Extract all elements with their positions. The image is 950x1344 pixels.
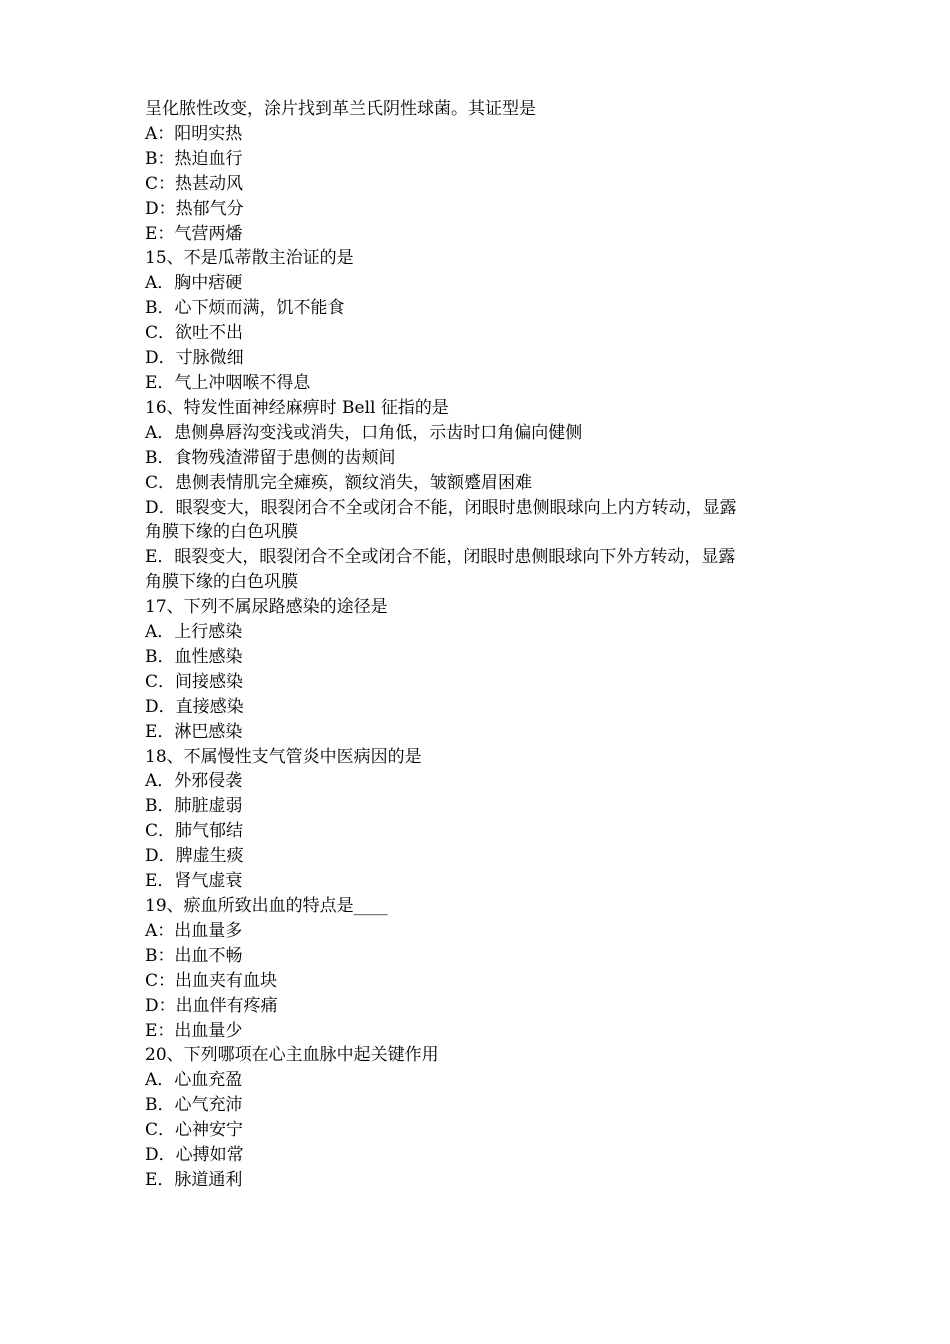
option-e: E．眼裂变大，眼裂闭合不全或闭合不能，闭眼时患侧眼球向下外方转动，显露 bbox=[145, 547, 736, 568]
question-17: 17、下列不属尿路感染的途径是 bbox=[145, 597, 388, 618]
option-c: C：出血夹有血块 bbox=[145, 970, 278, 991]
option-e-continued: 角膜下缘的白色巩膜 bbox=[145, 572, 298, 593]
option-b: B．心下烦而满，饥不能食 bbox=[145, 298, 345, 319]
option-c: C．欲吐不出 bbox=[145, 323, 244, 344]
option-d: D：出血伴有疼痛 bbox=[145, 995, 278, 1016]
option-a: A．患侧鼻唇沟变浅或消失，口角低，示齿时口角偏向健侧 bbox=[145, 422, 583, 443]
option-c: C．患侧表情肌完全瘫痪，额纹消失，皱额蹙眉困难 bbox=[145, 472, 533, 493]
option-c: C．间接感染 bbox=[145, 671, 244, 692]
question-19: 19、瘀血所致出血的特点是____ bbox=[145, 896, 388, 916]
option-b: B．血性感染 bbox=[145, 646, 243, 667]
option-b: B．食物残渣滞留于患侧的齿颊间 bbox=[145, 447, 396, 468]
option-e: E：气营两燔 bbox=[145, 223, 243, 244]
option-a: A：阳明实热 bbox=[145, 123, 243, 144]
option-e: E：出血量少 bbox=[145, 1020, 243, 1041]
option-b: B：出血不畅 bbox=[145, 945, 243, 966]
option-e: E．气上冲咽喉不得息 bbox=[145, 372, 311, 393]
question-16: 16、特发性面神经麻痹时 Bell 征指的是 bbox=[145, 397, 449, 418]
option-d: D．寸脉微细 bbox=[145, 348, 244, 369]
option-d: D．脾虚生痰 bbox=[145, 846, 244, 867]
option-c: C．肺气郁结 bbox=[145, 821, 244, 842]
option-d: D．眼裂变大，眼裂闭合不全或闭合不能，闭眼时患侧眼球向上内方转动，显露 bbox=[145, 497, 737, 518]
option-a: A：出血量多 bbox=[145, 920, 243, 941]
option-a: A．心血充盈 bbox=[145, 1070, 243, 1091]
option-a: A．胸中痞硬 bbox=[145, 273, 243, 294]
text-line: 呈化脓性改变，涂片找到革兰氏阴性球菌。其证型是 bbox=[145, 99, 536, 119]
option-b: B．心气充沛 bbox=[145, 1095, 243, 1116]
option-d: D：热郁气分 bbox=[145, 198, 244, 219]
document-body bbox=[145, 97, 815, 1193]
option-b: B：热迫血行 bbox=[145, 148, 243, 169]
option-a: A．上行感染 bbox=[145, 622, 243, 643]
option-e: E．脉道通利 bbox=[145, 1169, 243, 1190]
option-c: C：热甚动风 bbox=[145, 173, 244, 194]
option-b: B．肺脏虚弱 bbox=[145, 796, 243, 817]
option-d: D．心搏如常 bbox=[145, 1145, 244, 1166]
question-18: 18、不属慢性支气管炎中医病因的是 bbox=[145, 746, 422, 767]
question-15: 15、不是瓜蒂散主治证的是 bbox=[145, 248, 354, 269]
option-d-continued: 角膜下缘的白色巩膜 bbox=[145, 522, 298, 543]
question-20: 20、下列哪项在心主血脉中起关键作用 bbox=[145, 1045, 439, 1066]
option-c: C．心神安宁 bbox=[145, 1120, 244, 1141]
option-a: A．外邪侵袭 bbox=[145, 771, 243, 792]
option-d: D．直接感染 bbox=[145, 696, 244, 717]
option-e: E．肾气虚衰 bbox=[145, 871, 243, 892]
option-e: E．淋巴感染 bbox=[145, 721, 243, 742]
